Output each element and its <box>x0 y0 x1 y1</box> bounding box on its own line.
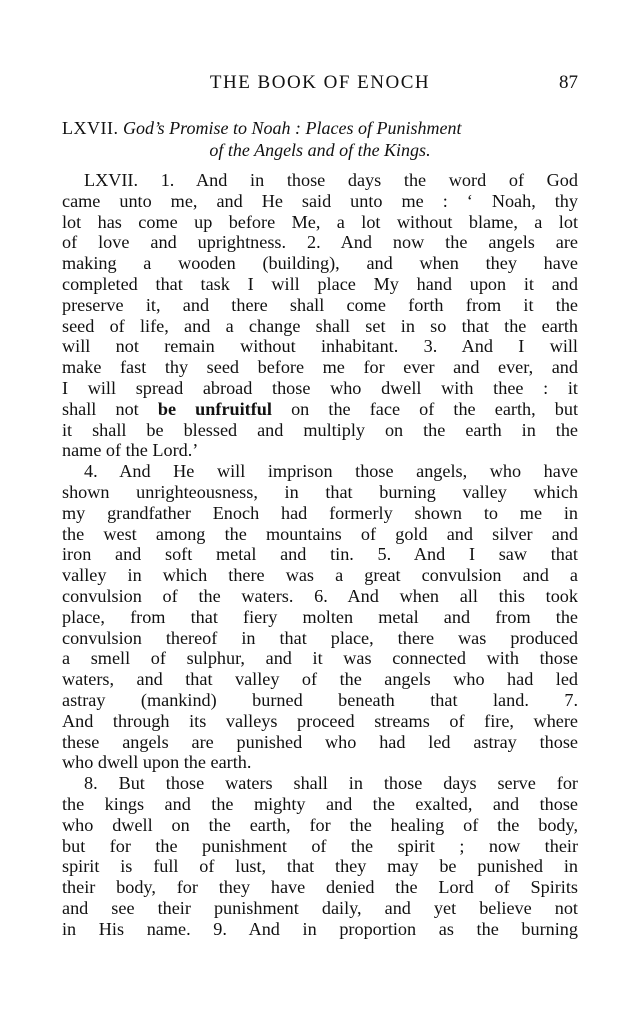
text-line: name of the Lord.’ <box>62 440 199 461</box>
text-line: LXVII. 1. And in those days the word of God <box>84 170 578 190</box>
body-text <box>62 170 578 939</box>
text-line: these angels are punished who had led astray those <box>62 731 578 752</box>
text-line: will not remain without inhabitant. 3. And I will <box>62 336 578 357</box>
text-line: preserve it, and there shall come forth from it the <box>62 294 578 315</box>
text-line: astray (mankind) burned beneath that land. 7. <box>62 689 578 710</box>
text-line: but for the punishment of the spirit ; now their <box>62 835 578 856</box>
text-line: convulsion thereof in that place, there was produced <box>62 627 578 648</box>
text-line: 8. But those waters shall in those days serve for <box>84 773 578 794</box>
running-title: THE BOOK OF ENOCH <box>209 72 431 93</box>
text-line: came unto me, and He said unto me : ‘ Noah, thy <box>62 190 578 211</box>
text-line: make fast thy seed before me for ever and ever, and <box>62 357 578 378</box>
text-line: valley in which there was a great convulsion and a <box>62 565 578 586</box>
text-line: it shall be blessed and multiply on the earth in the <box>62 419 578 440</box>
text-line: of love and uprightness. 2. And now the angels are <box>62 232 578 253</box>
text-line-with-bold <box>62 399 578 420</box>
text-fragment: shall not <box>62 398 158 419</box>
text-line: the kings and the mighty and the exalted, and those <box>62 793 578 814</box>
text-line: in His name. 9. And in proportion as the burning <box>62 918 578 939</box>
text-line: waters, and that valley of the angels who had led <box>62 669 578 690</box>
running-head <box>62 72 578 96</box>
text-line: making a wooden (building), and when they have <box>62 253 578 274</box>
chapter-title-part-2: of the Angels and of the Kings. <box>209 140 431 160</box>
chapter-heading <box>62 117 578 161</box>
text-line: convulsion of the waters. 6. And when all this took <box>62 585 578 606</box>
text-line: a smell of sulphur, and it was connected with those <box>62 648 578 669</box>
chapter-number: LXVII. <box>62 118 119 138</box>
page-number: 87 <box>559 72 578 93</box>
text-line: and see their punishment daily, and yet believe not <box>62 897 578 918</box>
text-line: shown unrighteousness, in that burning valley which <box>62 481 578 502</box>
chapter-heading-line-1 <box>62 117 578 139</box>
text-line: And through its valleys proceed streams of fire, where <box>62 710 578 731</box>
text-line: place, from that fiery molten metal and from the <box>62 606 578 627</box>
text-line: completed that task I will place My hand upon it and <box>62 273 578 294</box>
text-line: lot has come up before Me, a lot without blame, a lot <box>62 211 578 232</box>
bold-phrase: be unfruitful <box>157 398 272 419</box>
text-line: I will spread abroad those who dwell with thee : it <box>62 377 578 398</box>
text-line: 4. And He will imprison those angels, who have <box>84 461 578 482</box>
text-line: their body, for they have denied the Lord of Spirits <box>62 877 578 898</box>
text-line: the west among the mountains of gold and silver and <box>62 523 578 544</box>
text-fragment: on the face of the earth, but <box>271 398 578 419</box>
text-line: my grandfather Enoch had formerly shown to me in <box>62 502 578 523</box>
text-line: seed of life, and a change shall set in so that the earth <box>62 315 578 336</box>
chapter-title-part-1: God’s Promise to Noah : Places of Punishment <box>122 118 462 138</box>
text-line: spirit is full of lust, that they may be punished in <box>62 856 578 877</box>
text-line: who dwell upon the earth. <box>62 752 252 773</box>
text-line: who dwell on the earth, for the healing of the body, <box>62 814 578 835</box>
text-line: iron and soft metal and tin. 5. And I saw that <box>62 544 578 565</box>
